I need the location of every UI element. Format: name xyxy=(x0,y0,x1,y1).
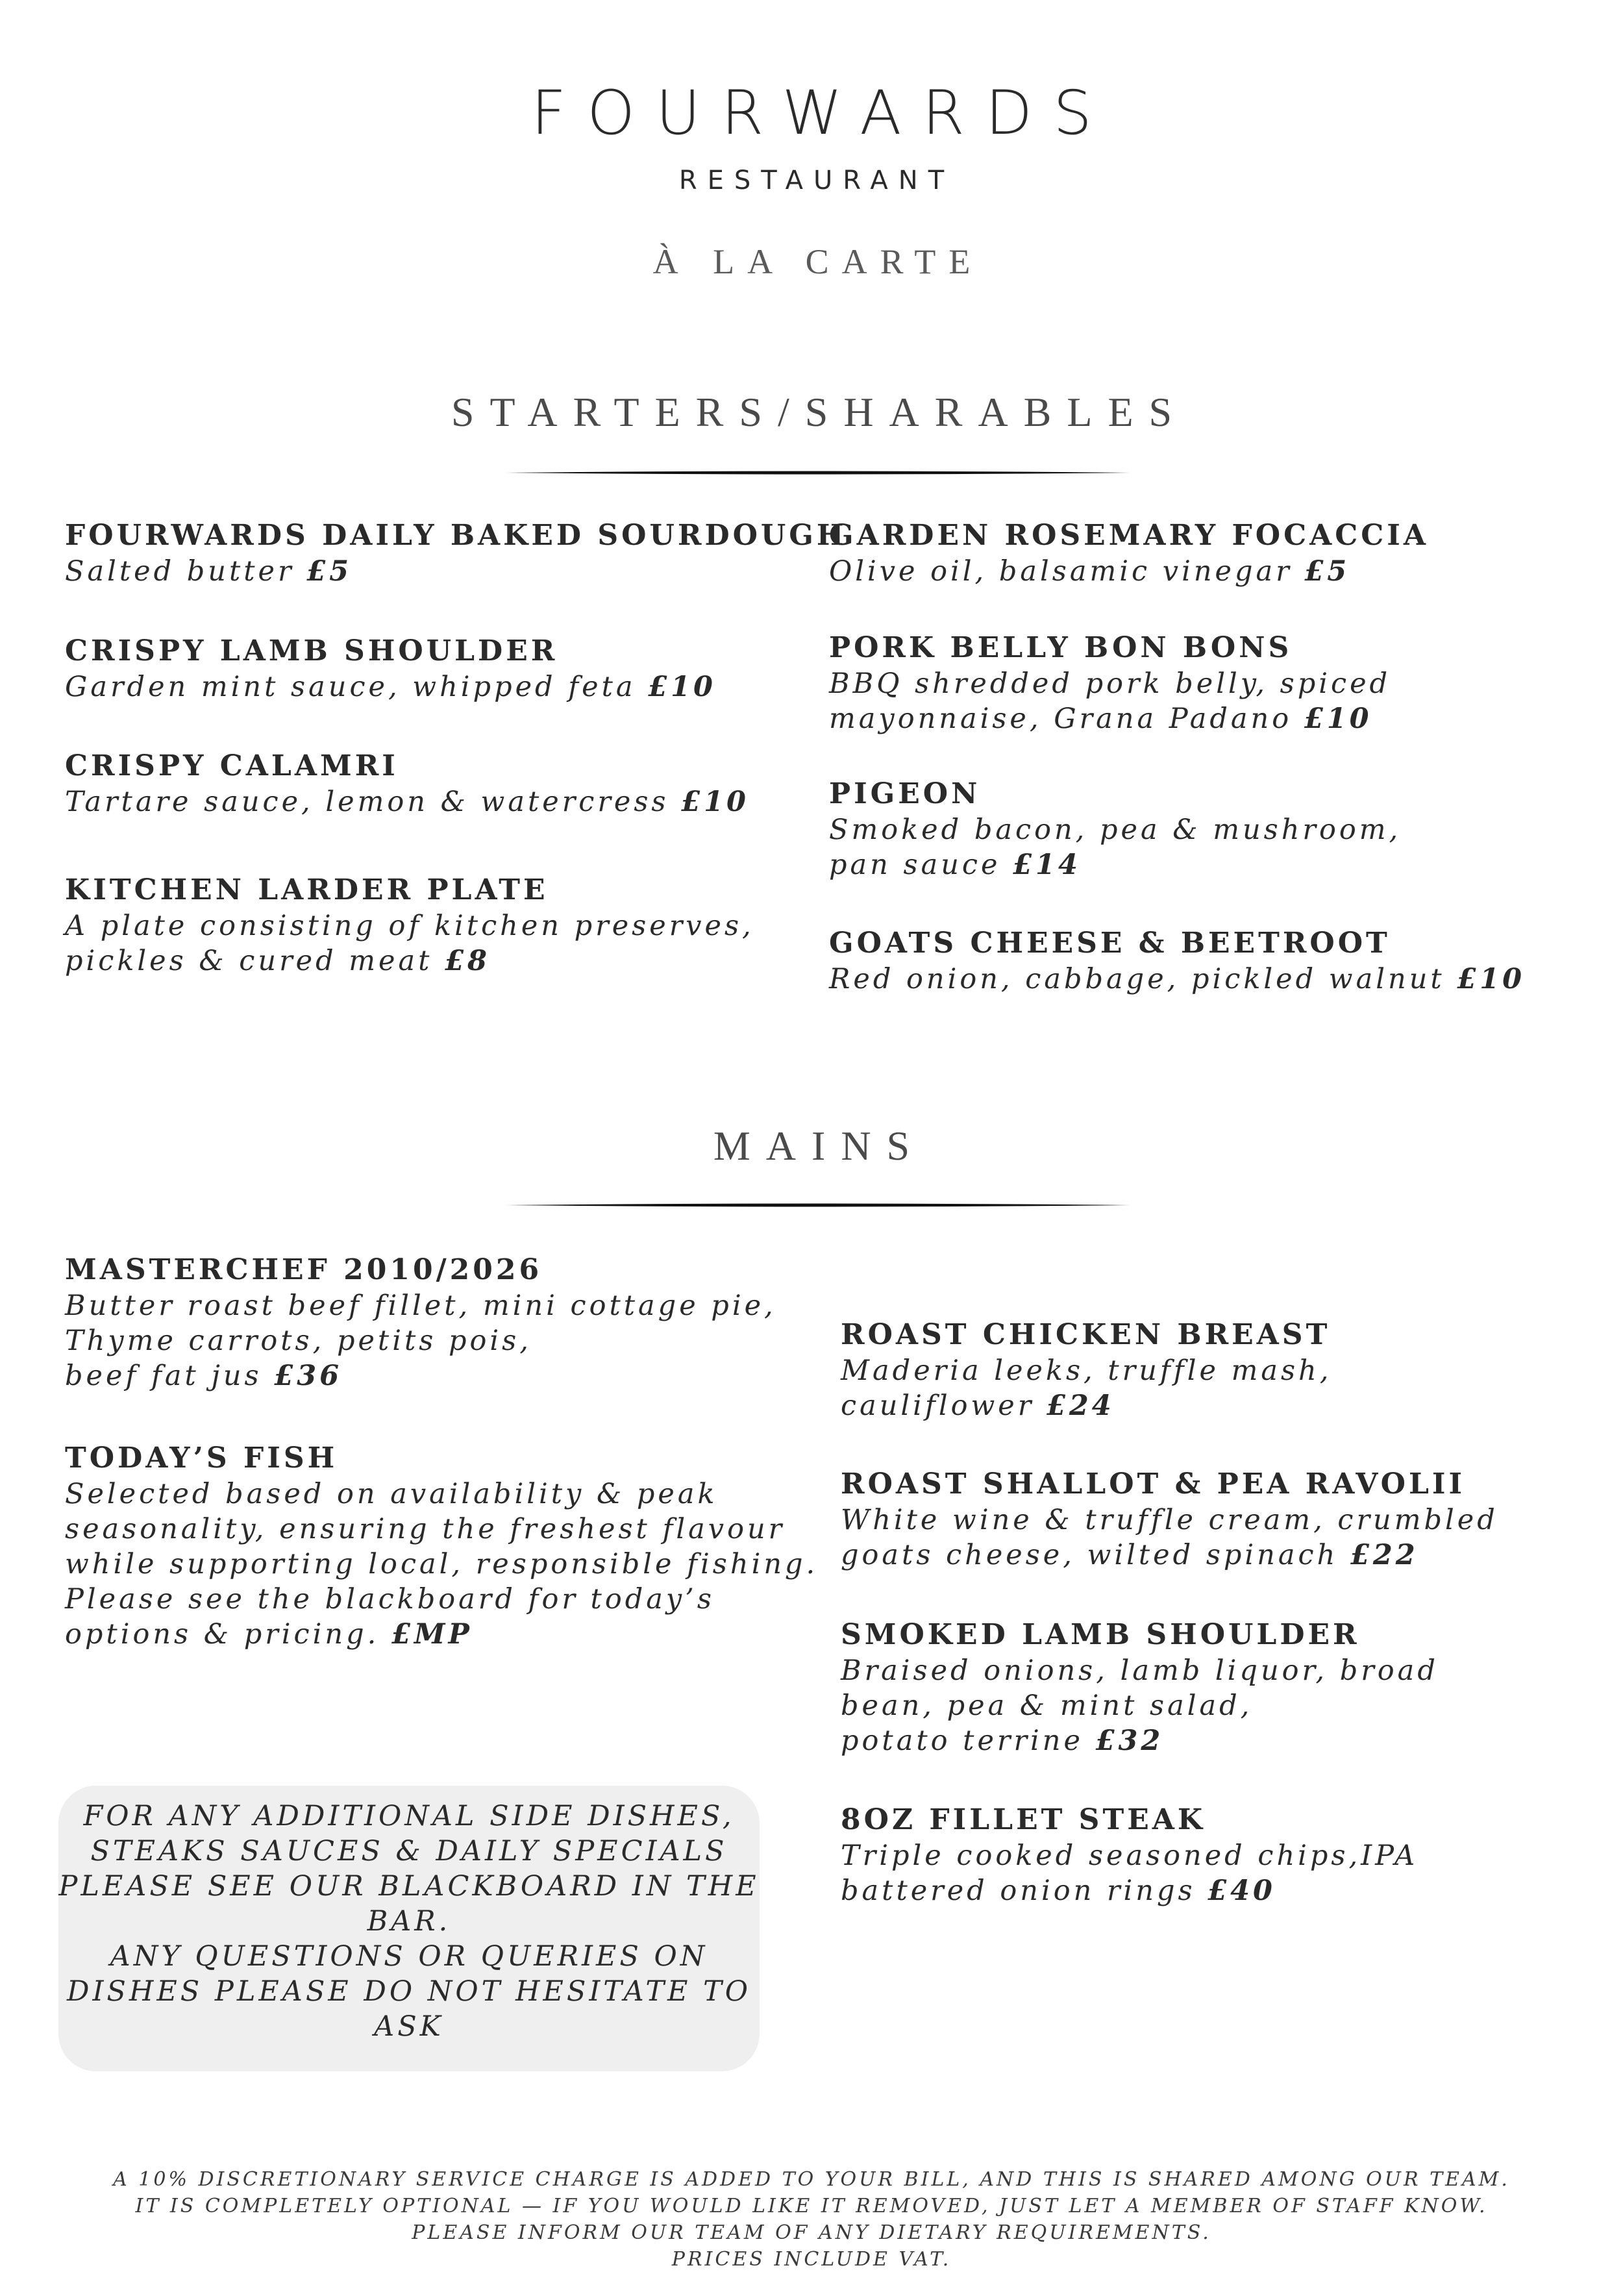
restaurant-subtitle: RESTAURANT xyxy=(678,166,955,195)
menu-item xyxy=(841,1317,1332,1423)
menu-item-description-line: seasonality, ensuring the freshest flavour xyxy=(65,1513,786,1545)
menu-item-name: CRISPY LAMB SHOULDER xyxy=(65,634,558,668)
menu-item xyxy=(65,872,754,979)
mains-divider xyxy=(506,1203,1130,1208)
menu-item-price: £32 xyxy=(1095,1725,1164,1757)
notice-line: PLEASE SEE OUR BLACKBOARD IN THE xyxy=(58,1870,760,1903)
menu-item-description xyxy=(829,666,1391,736)
menu-item-description xyxy=(65,554,847,589)
menu-item-description xyxy=(829,812,1401,882)
menu-item xyxy=(65,1252,776,1393)
menu-item-description-line: while supporting local, responsible fishing. xyxy=(65,1548,819,1580)
menu-item-price: £10 xyxy=(681,786,749,818)
footer-line: PRICES INCLUDE VAT. xyxy=(671,2248,952,2271)
menu-item-description-line: beef fat jus xyxy=(65,1360,262,1392)
restaurant-name: FOURWARDS xyxy=(531,78,1113,149)
menu-item-price: £MP xyxy=(391,1618,473,1651)
menu-item-name: CRISPY CALAMRI xyxy=(65,749,399,782)
menu-item-description-line: Thyme carrots, petits pois, xyxy=(65,1325,532,1357)
notice-line: ANY QUESTIONS OR QUERIES ON xyxy=(110,1940,708,1973)
menu-item-description-line: goats cheese, wilted spinach xyxy=(841,1539,1339,1571)
menu-item-description-line: Please see the blackboard for today’s xyxy=(65,1583,715,1616)
menu-item-description-line: mayonnaise, Grana Padano xyxy=(829,703,1293,735)
menu-item-description xyxy=(841,1353,1332,1423)
notice-line: ASK xyxy=(374,2010,444,2043)
notice-line: DISHES PLEASE DO NOT HESITATE TO xyxy=(66,1975,752,2008)
menu-item-name: PIGEON xyxy=(829,777,981,810)
menu-item xyxy=(841,1802,1418,1908)
menu-item-description xyxy=(65,1477,818,1652)
menu-item-description-line: Salted butter xyxy=(65,555,295,588)
menu-item-description xyxy=(65,908,754,979)
menu-item-description-line: Maderia leeks, truffle mash, xyxy=(841,1354,1332,1387)
menu-item-name: PORK BELLY BON BONS xyxy=(829,631,1293,664)
menu-item-name: TODAY’S FISH xyxy=(65,1441,338,1475)
menu-item-description-line: Smoked bacon, pea & mushroom, xyxy=(829,814,1402,846)
menu-item xyxy=(65,748,749,819)
menu-item-description-line: Triple cooked seasoned chips,IPA xyxy=(841,1840,1419,1872)
menu-item-price: £14 xyxy=(1013,849,1081,881)
menu-item-description-line: bean, pea & mint salad, xyxy=(841,1690,1253,1722)
menu-item-name: ROAST SHALLOT & PEA RAVOLII xyxy=(841,1467,1466,1501)
menu-item-description-line: battered onion rings xyxy=(841,1875,1196,1907)
footer-line: IT IS COMPLETELY OPTIONAL — IF YOU WOULD LIKE IT REMOVED, JUST LET A MEMBER OF STAFF KNOW. xyxy=(135,2195,1488,2217)
menu-item-price: £5 xyxy=(1304,555,1350,588)
menu-type-heading: À LA CARTE xyxy=(652,242,984,281)
menu-item-description-line: Braised onions, lamb liquor, broad xyxy=(841,1654,1439,1687)
menu-item-name: FOURWARDS DAILY BAKED SOURDOUGH xyxy=(65,519,847,552)
menu-item-description-line: pickles & cured meat xyxy=(65,945,433,977)
menu-item-description-line: Garden mint sauce, whipped feta xyxy=(65,671,636,703)
menu-item-description xyxy=(829,554,1429,589)
menu-item-price: £8 xyxy=(445,945,490,977)
menu-item-description-line: pan sauce xyxy=(829,849,1001,881)
menu-item-description-line: options & pricing. xyxy=(65,1618,380,1651)
menu-item-description-line: Olive oil, balsamic vinegar xyxy=(829,555,1293,588)
starters-section-title: STARTERS/SHARABLES xyxy=(451,389,1188,435)
footer-line: PLEASE INFORM OUR TEAM OF ANY DIETARY REQUIREMENTS. xyxy=(412,2221,1211,2244)
menu-item-name: GARDEN ROSEMARY FOCACCIA xyxy=(829,519,1429,552)
menu-item-price: £24 xyxy=(1046,1390,1115,1422)
menu-item-price: £10 xyxy=(1304,703,1372,735)
footer-notes xyxy=(0,2166,1623,2273)
menu-item-name: 8OZ FILLET STEAK xyxy=(841,1803,1206,1836)
menu-item xyxy=(829,925,1525,997)
menu-item-price: £40 xyxy=(1208,1875,1276,1907)
notice-line: FOR ANY ADDITIONAL SIDE DISHES, xyxy=(83,1800,735,1832)
menu-item-description-line: A plate consisting of kitchen preserves, xyxy=(65,910,754,942)
menu-item-name: KITCHEN LARDER PLATE xyxy=(65,873,549,906)
menu-item-description xyxy=(65,669,716,705)
menu-item-description xyxy=(65,1288,776,1393)
menu-item xyxy=(841,1617,1439,1758)
starters-divider xyxy=(506,470,1130,475)
menu-item-description-line: Selected based on availability & peak xyxy=(65,1478,718,1510)
menu-item-price: £10 xyxy=(1457,963,1526,995)
notice-box xyxy=(58,1786,760,2071)
menu-item xyxy=(65,1440,818,1652)
menu-item-description-line: cauliflower xyxy=(841,1390,1035,1422)
notice-text xyxy=(58,1799,760,2044)
menu-item-description xyxy=(841,1838,1418,1908)
notice-line: BAR. xyxy=(367,1905,451,1938)
menu-item-description xyxy=(829,962,1525,997)
menu-item-price: £10 xyxy=(648,671,716,703)
menu-item-description-line: Red onion, cabbage, pickled walnut xyxy=(829,963,1445,995)
menu-item-description-line: White wine & truffle cream, crumbled xyxy=(841,1504,1498,1536)
menu-item xyxy=(829,518,1429,589)
menu-item-description-line: Butter roast beef fillet, mini cottage pie, xyxy=(65,1290,776,1322)
menu-item-description xyxy=(841,1653,1439,1758)
menu-item-description-line: Tartare sauce, lemon & watercress xyxy=(65,786,682,818)
menu-item xyxy=(841,1466,1498,1573)
menu-item xyxy=(65,518,847,589)
menu-item-name: ROAST CHICKEN BREAST xyxy=(841,1318,1331,1351)
menu-item-price: £5 xyxy=(306,555,353,588)
menu-item-description-line: BBQ shredded pork belly, spiced xyxy=(829,668,1391,700)
mains-section-title: MAINS xyxy=(713,1123,926,1169)
menu-item-description xyxy=(841,1503,1498,1573)
menu-item-price: £22 xyxy=(1350,1539,1419,1571)
menu-item-description xyxy=(65,784,749,819)
menu-item xyxy=(829,776,1401,882)
menu-item-name: SMOKED LAMB SHOULDER xyxy=(841,1618,1360,1651)
menu-item-name: MASTERCHEF 2010/2026 xyxy=(65,1253,543,1286)
notice-line: STEAKS SAUCES & DAILY SPECIALS xyxy=(90,1835,728,1867)
menu-item xyxy=(829,630,1391,736)
footer-line: A 10% DISCRETIONARY SERVICE CHARGE IS ADDED TO YOUR BILL, AND THIS IS SHARED AMONG OUR TEAM. xyxy=(113,2168,1510,2191)
menu-item xyxy=(65,633,716,705)
menu-item-name: GOATS CHEESE & BEETROOT xyxy=(829,927,1391,960)
menu-item-price: £36 xyxy=(274,1360,343,1392)
menu-item-description-line: potato terrine xyxy=(841,1725,1084,1757)
